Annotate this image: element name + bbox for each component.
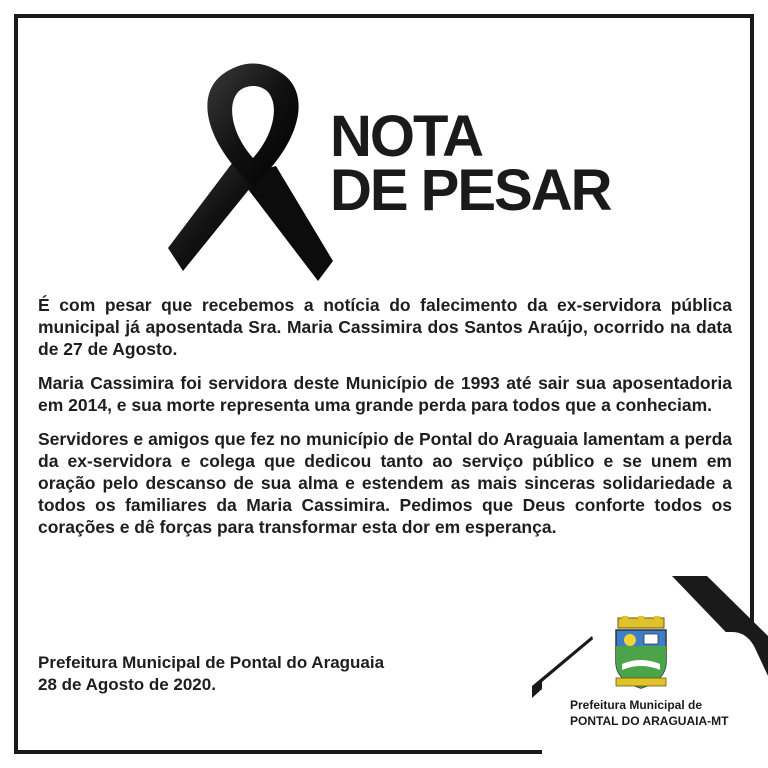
signature-date: 28 de Agosto de 2020. xyxy=(38,675,216,694)
paragraph-3: Servidores e amigos que fez no município de Pontal do Araguaia lamentam a perda da ex-servidora e colega que dedicou tanto ao serviço público e se unem em oração pelo descanso de sua alma e estendem as mais sinceras solidariedade a todos os familiares da Maria Cassimira. Pedimos que Deus conforte todos os corações e dê forças para transformar esta dor em esperança. xyxy=(38,429,732,537)
paragraph-1: É com pesar que recebemos a notícia do falecimento da ex-servidora pública municipal já aposentada Sra. Maria Cassimira dos Santos Araújo, ocorrido na data de 27 de Agosto. xyxy=(38,295,732,359)
logo-text-line-2: PONTAL DO ARAGUAIA-MT xyxy=(570,714,729,728)
municipal-logo-card xyxy=(532,576,768,768)
signature-organization: Prefeitura Municipal de Pontal do Araguaia xyxy=(38,653,385,672)
mourning-ribbon-icon xyxy=(168,56,338,296)
logo-text-line-1: Prefeitura Municipal de xyxy=(570,698,703,712)
title-line-1: NOTA xyxy=(330,104,483,169)
municipal-coat-of-arms-icon xyxy=(608,616,674,692)
condolence-text xyxy=(38,294,732,538)
signature-block xyxy=(38,652,384,696)
page-title xyxy=(330,104,611,223)
title-line-2: DE PESAR xyxy=(330,158,611,223)
paragraph-2: Maria Cassimira foi servidora deste Município de 1993 até sair sua aposentadoria em 2014, e sua morte representa uma grande perda para todos que a conheciam. xyxy=(38,373,732,415)
